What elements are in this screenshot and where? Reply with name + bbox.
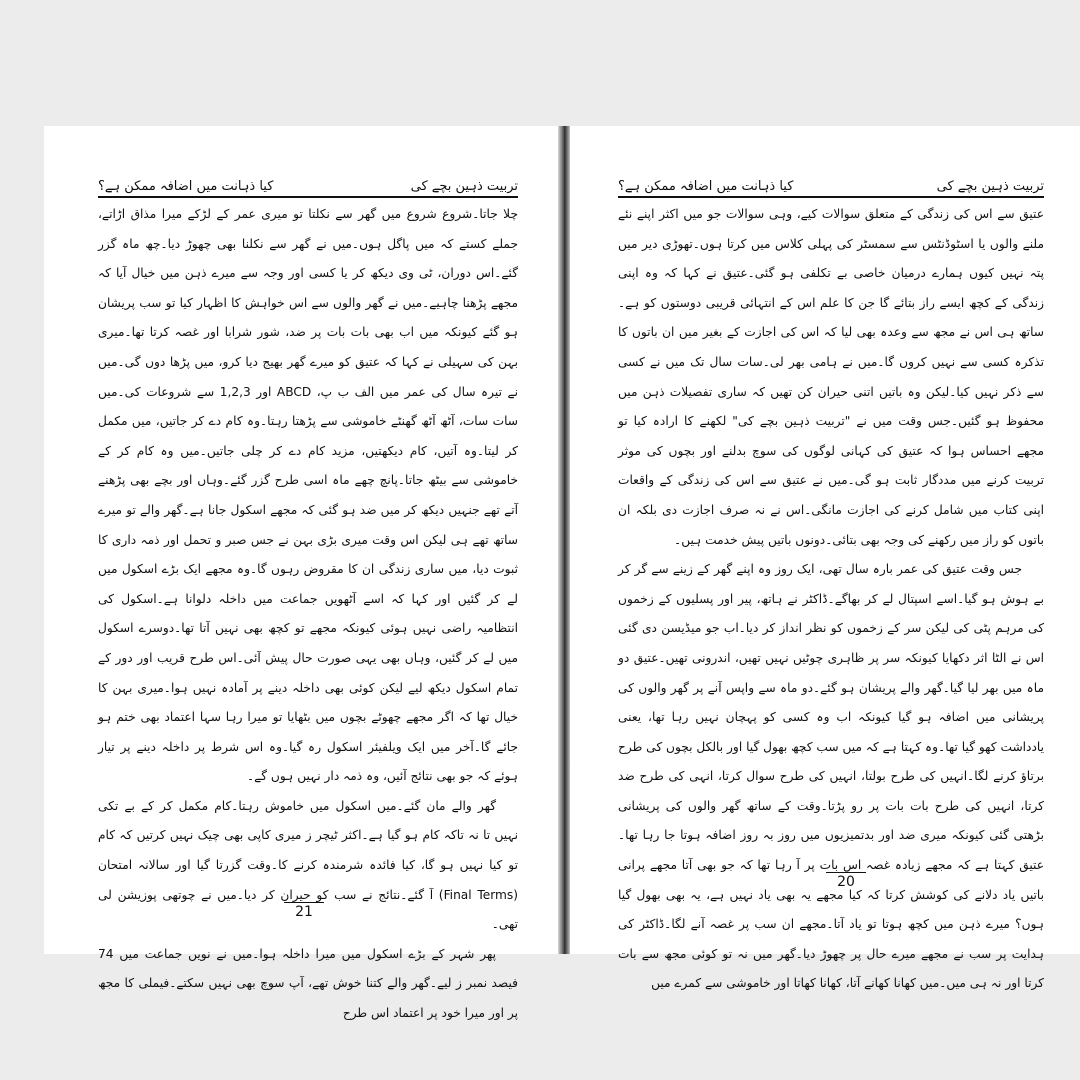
- book-spread: [44, 126, 1080, 1021]
- right-page: [570, 126, 1080, 991]
- left-page-header: [98, 164, 518, 194]
- right-paragraph-2: جس وقت عتیق کی عمر بارہ سال تھی، ایک روز وہ اپنے گھر کے زینے سے گر کر بے ہوش ہو گیا۔اسے اسپتال لے کر بھاگے۔ڈاکٹر نے ہاتھ، پیر اور پسلیوں کے زخموں کی مرہم پٹی کی لیکن سر کے زخموں کو نظر انداز کر دیا۔اب جو میڈیسن دی گئی اس نے الٹا اثر دکھایا کیونکہ سر پر ظاہری چوٹیں نہیں تھیں، اندرونی تھیں۔عتیق دو ماہ میں بھر لیا گیا۔گھر والے پریشان ہو گئے۔دو ماہ سے واپس آنے پر گھر والوں کی پریشانی میں اضافہ ہو گیا کیونکہ اب وہ کسی کو پہچان نہیں رہا تھا، یعنی یادداشت کھو گیا تھا۔وہ کہتا ہے کہ میں سب کچھ بھول گیا اور بالکل بچوں کی طرح برتاؤ کرنے لگا۔انہیں کی طرح بولتا، انہیں کی طرح سوال کرتا، انہی کی طرح ضد کرتا، انہیں کی طرح بات بات پر رو پڑتا۔وقت کے ساتھ گھر والوں کی پریشانی بڑھتی گئی کیونکہ میری ضد اور بدتمیزیوں میں روز بہ روز اضافہ ہوتا جا رہا تھا۔عتیق کہتا ہے کہ مجھے زیادہ غصہ اس بات پر آ رہا تھا کہ جو بھی آتا مجھے پرانی باتیں یاد دلانے کی کوشش کرتا کہ کیا مجھے یہ بھی یاد نہیں ہے، یہ بھی بھول گیا ہوں؟ میرے ذہن میں کچھ ہوتا تو یاد آتا۔مجھے ان سب پر غصہ آنے لگا۔ڈاکٹر کی ہدایت پر سب نے مجھے میرے حال پر چھوڑ دیا۔گھر میں نہ تو کوئی مجھ سے بات کرتا اور نہ ہی میں۔میں کھانا کھانے آتا، کھانا کھاتا اور خاموشی سے کمرے میں: [618, 562, 1044, 991]
- left-header-rule: [98, 196, 518, 198]
- left-paragraph-3: پھر شہر کے بڑے اسکول میں میرا داخلہ ہوا۔میں نے نویں جماعت میں 74 فیصد نمبر ز لیے۔گھر والے کتنا خوش تھے، آپ سوچ بھی نہیں سکتے۔فیملی کا مجھ پر اور میرا خود پر اعتماد اس طرح: [98, 946, 518, 1021]
- right-paragraph-1: عتیق سے اس کی زندگی کے متعلق سوالات کیے، وہی سوالات جو میں اکثر اپنے نئے ملنے والوں یا اسٹوڈنٹس سے سمسٹر کی پہلی کلاس میں کرتا ہوں۔تھوڑی دیر میں پتہ نہیں کیوں ہمارے درمیان خاصی بے تکلفی ہو گئی۔عتیق نے کہا کہ وہ اپنی زندگی کے کچھ ایسے راز بتائے گا جن کا علم اس کے انتہائی قریبی دوستوں کو ہے۔ساتھ ہی اس نے مجھ سے وعدہ بھی لیا کہ اس کی اجازت کے بغیر میں ان باتوں کا تذکرہ کسی سے نہیں کروں گا۔میں نے ہامی بھر لی۔سات سال تک میں نے کسی سے ذکر نہیں کیا۔لیکن وہ باتیں اتنی حیران کن تھیں کہ ساری تفصیلات ذہن میں محفوظ ہو گئیں۔جس وقت میں نے "تربیت ذہین بچے کی" لکھنے کا ارادہ کیا تو مجھے احساس ہوا کہ عتیق کی کہانی لوگوں کی سوچ بدلنے اور بچوں کی موثر تربیت کرنے میں مددگار ثابت ہو گی۔میں نے عتیق سے اس کی زندگی کے واقعات اپنی کتاب میں شامل کرنے کی اجازت مانگی۔اس نے نہ صرف اجازت دی بلکہ ان باتوں کو راز میں رکھنے کی وجہ بھی بتائی۔دونوں باتیں پیش خدمت ہیں۔: [618, 207, 1044, 547]
- left-header-chapter-question: کیا ذہانت میں اضافہ ممکن ہے؟: [98, 179, 274, 194]
- left-page-number: 21: [284, 902, 324, 920]
- left-header-book-title: تربیت ذہین بچے کی: [410, 179, 518, 194]
- left-paragraph-2: گھر والے مان گئے۔میں اسکول میں خاموش رہتا۔کام مکمل کر کے بے تکی نہیں تا نہ تاکہ کام ہو گیا ہے۔اکثر ٹیچر ز میری کاپی بھی چیک نہیں کرتیں کہ کام تو کیا نہیں ہو گا، کیا فائدہ شرمندہ کرنے کا۔وقت گزرتا گیا اور سالانہ امتحان (Final Terms) آ گئے۔نتائج نے سب کو حیران کر دیا۔میں نے چوتھی پوزیشن لی تھی۔: [98, 798, 518, 932]
- right-header-book-title: تربیت ذہین بچے کی: [936, 179, 1044, 194]
- right-page-header: [618, 164, 1044, 194]
- right-header-chapter-question: کیا ذہانت میں اضافہ ممکن ہے؟: [618, 179, 794, 194]
- left-page: [44, 126, 558, 1021]
- book-gutter: [558, 126, 570, 954]
- left-paragraph-1: چلا جاتا۔شروع شروع میں گھر سے نکلتا تو میری عمر کے لڑکے میرا مذاق اڑاتے، جملے کستے کہ میں پاگل ہوں۔میں نے گھر سے نکلنا بھی چھوڑ دیا۔چھ ماہ گزر گئے۔اس دوران، ٹی وی دیکھ کر یا کسی اور وجہ سے میرے ذہن میں خیال آیا کہ مجھے پڑھنا چاہیے۔میں نے گھر والوں سے اس خواہش کا اظہار کیا تو سب پریشان ہو گئے کیونکہ میں اب بھی بات بات پر ضد، شور شرابا اور غصہ کرتا تھا۔میری بہن کی سہیلی نے کہا کہ عتیق کو میرے گھر بھیج دیا کرو، میں پڑھا دوں گی۔میں نے تیرہ سال کی عمر میں الف ب پ، ABCD اور 1,2,3 سے شروعات کی۔میں سات سات، آٹھ آٹھ گھنٹے خاموشی سے پڑھتا رہتا۔وہ کام دے کر جاتیں، میں مکمل کر لیتا۔وہ آتیں، کام دیکھتیں، مزید کام دے کر چلی جاتیں۔میں وہ کام کر کے خاموشی سے بیٹھ جاتا۔پانچ چھے ماہ اسی طرح گزر گئے۔وہاں اور بچے بھی پڑھنے آتے تھے جنہیں دیکھ کر میں ضد ہو گئی کہ مجھے اسکول جانا ہے۔گھر والے تو میرے ساتھ تھے ہی لیکن اس وقت میری بڑی بہن نے جس صبر و تحمل اور ذمہ داری کا ثبوت دیا، میں ساری زندگی ان کا مقروض رہوں گا۔وہ مجھے ایک بڑے اسکول میں لے کر گئیں اور کہا کہ اسے آٹھویں جماعت میں داخلہ دلوانا ہے۔اسکول کی انتظامیہ راضی نہیں ہوئی کیونکہ مجھے تو کچھ بھی نہیں آتا تھا۔دوسرے اسکول میں لے کر گئیں، وہاں بھی یہی صورت حال پیش آئی۔اس طرح قریب اور دور کے تمام اسکول دیکھ لیے لیکن کوئی بھی داخلہ دینے پر آمادہ نہیں ہوا۔میری بہن کا خیال تھا کہ اگر مجھے چھوٹے بچوں میں بٹھایا تو میرا رہا سہا اعتماد بھی ختم ہو جائے گا۔آخر میں ایک ویلفیئر اسکول رہ گیا۔وہ اس شرط پر داخلہ دینے پر تیار ہوئے کہ جو بھی نتائج آئیں، وہ ذمہ دار نہیں ہوں گے۔: [98, 207, 519, 784]
- right-page-number: 20: [826, 872, 866, 890]
- right-header-rule: [618, 196, 1044, 198]
